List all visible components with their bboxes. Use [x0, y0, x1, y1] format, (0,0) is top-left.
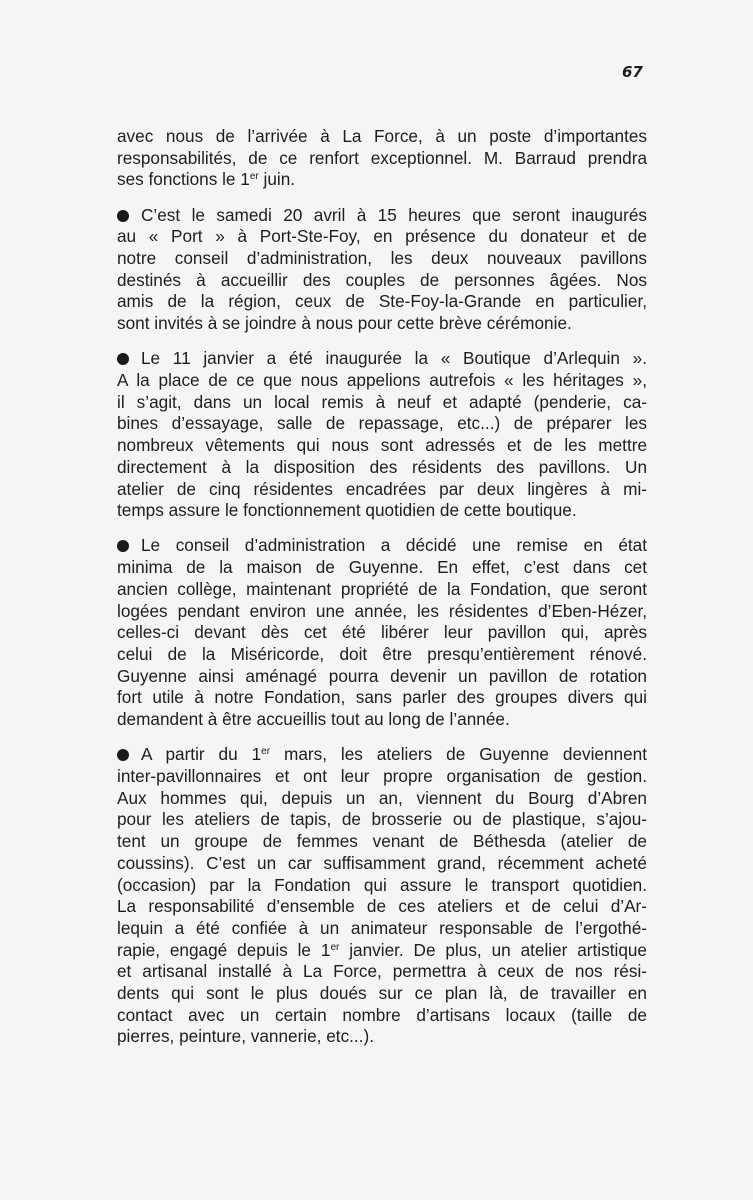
text-line: demandent à être accueillis tout au long de l’année. [117, 709, 510, 730]
text-line: Le conseil d’administration a décidé une remise en état [117, 535, 647, 557]
paragraph [117, 126, 647, 191]
text-line: tent un groupe de femmes venant de Béthesda (atelier de [117, 831, 647, 852]
text-line: amis de la région, ceux de Ste-Foy-la-Grande en particulier, [117, 291, 647, 312]
text-line: ses fonctions le 1er juin. [117, 169, 296, 190]
text-line: minima de la maison de Guyenne. En effet, c’est dans cet [117, 557, 647, 578]
page-number: 67 [622, 63, 643, 81]
text-line: rapie, engagé depuis le 1er janvier. De plus, un atelier artistique [117, 939, 647, 960]
text-line: contact avec un certain nombre d’artisans locaux (taille de [117, 1004, 647, 1025]
text-line: pour les ateliers de tapis, de brosserie ou de plastique, s’ajou- [117, 809, 647, 830]
superscript: er [249, 171, 259, 183]
bullet-icon [117, 749, 129, 761]
text-line: A partir du 1er mars, les ateliers de Guyenne deviennent [117, 744, 647, 766]
text-line: coussins). C’est un car suffisamment grand, récemment acheté [117, 852, 647, 873]
bullet-icon [117, 353, 129, 365]
text-line: celui de la Miséricorde, doit être presqu’entièrement rénové. [117, 643, 647, 664]
paragraph [117, 535, 647, 730]
text-line: logées pendant environ une année, les résidentes d’Eben-Hézer, [117, 600, 647, 621]
text-line: bines d’essayage, salle de repassage, etc...) de préparer les [117, 413, 647, 434]
text-line: destinés à accueillir des couples de personnes âgées. Nos [117, 269, 647, 290]
text-line: pierres, peinture, vannerie, etc...). [117, 1026, 374, 1047]
superscript: er [330, 941, 340, 953]
text-line: avec nous de l’arrivée à La Force, à un poste d’importantes [117, 126, 647, 146]
text-line: atelier de cinq résidentes encadrées par deux lingères à mi- [117, 478, 647, 499]
text-line: nombreux vêtements qui nous sont adressés et de les mettre [117, 435, 647, 456]
paragraph [117, 205, 647, 335]
text-line: dents qui sont le plus doués sur ce plan là, de travailler en [117, 983, 647, 1004]
text-line: celles-ci devant dès cet été libérer leur pavillon qui, après [117, 622, 647, 643]
text-line: Le 11 janvier a été inaugurée la « Boutique d’Arlequin ». [117, 348, 647, 370]
text-line: directement à la disposition des résidents des pavillons. Un [117, 456, 647, 477]
text-line: Guyenne ainsi aménagé pourra devenir un pavillon de rotation [117, 665, 647, 686]
text-line: La responsabilité d’ensemble de ces ateliers et de celui d’Ar- [117, 896, 647, 917]
text-line: responsabilités, de ce renfort exceptionnel. M. Barraud prendra [117, 147, 647, 168]
text-line: au « Port » à Port-Ste-Foy, en présence du donateur et de [117, 226, 647, 247]
bullet-icon [117, 540, 129, 552]
text-line: Aux hommes qui, depuis un an, viennent du Bourg d’Abren [117, 787, 647, 808]
text-line: C’est le samedi 20 avril à 15 heures que seront inaugurés [117, 205, 647, 227]
text-line: (occasion) par la Fondation qui assure le transport quotidien. [117, 874, 647, 895]
text-line: sont invités à se joindre à nous pour cette brève cérémonie. [117, 313, 572, 334]
paragraph [117, 348, 647, 522]
text-line: il s’agit, dans un local remis à neuf et adapté (penderie, ca- [117, 391, 647, 412]
text-line: A la place de ce que nous appelions autrefois « les héritages », [117, 370, 647, 391]
paragraph [117, 744, 647, 1048]
superscript: er [261, 746, 271, 758]
body-text [117, 126, 647, 1062]
text-line: fort utile à notre Fondation, sans parler des groupes divers qui [117, 687, 647, 708]
text-line: et artisanal installé à La Force, permettra à ceux de nos rési- [117, 961, 647, 982]
bullet-icon [117, 210, 129, 222]
text-line: temps assure le fonctionnement quotidien de cette boutique. [117, 500, 577, 521]
text-line: lequin a été confiée à un animateur responsable de l’ergothé- [117, 917, 647, 938]
text-line: ancien collège, maintenant propriété de la Fondation, que seront [117, 578, 647, 599]
text-line: inter-pavillonnaires et ont leur propre organisation de gestion. [117, 765, 647, 786]
text-line: notre conseil d’administration, les deux nouveaux pavillons [117, 248, 647, 269]
